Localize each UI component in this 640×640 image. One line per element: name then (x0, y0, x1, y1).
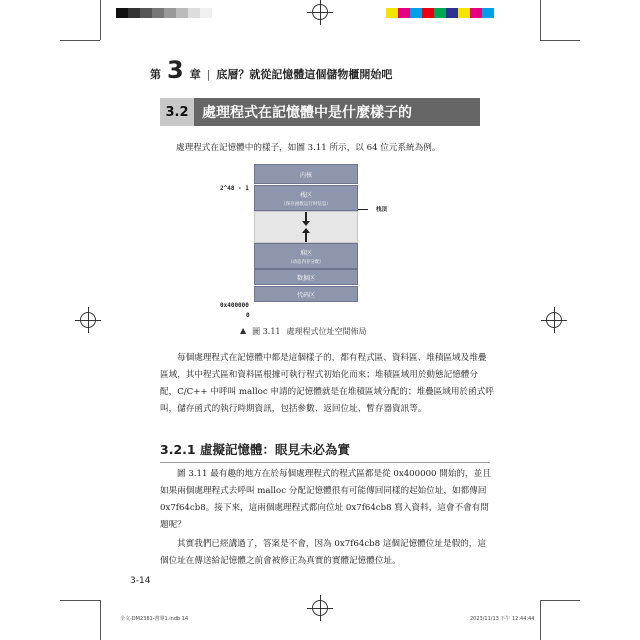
heap-block (254, 243, 358, 269)
color-swatch (140, 8, 152, 18)
kernel-label: 内核 (299, 171, 312, 179)
crop-mark (540, 600, 580, 601)
color-swatch (200, 8, 212, 18)
intro-paragraph: 處理程式在記憶體中的樣子，如圖 3.11 所示，以 64 位元系統為例。 (176, 143, 441, 153)
caption-text: 處理程式位址空間佈局 (286, 327, 367, 336)
cmyk-color-bar (386, 8, 494, 18)
subsection-heading: 3.2.1 虛擬記憶體：眼見未必為實 (160, 440, 490, 463)
crop-mark (100, 600, 101, 640)
chapter-number: 3 (167, 56, 184, 84)
color-swatch (434, 8, 446, 18)
color-swatch (458, 8, 470, 18)
stack-label: 栈区 (299, 191, 312, 199)
registration-mark-bottom (312, 600, 328, 616)
color-swatch (386, 8, 398, 18)
crop-mark (60, 600, 100, 601)
color-swatch (422, 8, 434, 18)
crop-mark (100, 0, 101, 40)
data-block (254, 269, 358, 285)
chapter-prefix: 第 (150, 68, 161, 81)
crop-mark (540, 600, 541, 640)
code-label: 代码区 (296, 291, 315, 299)
color-swatch (482, 8, 494, 18)
section-title: 處理程式在記憶體中是什麼樣子的 (202, 105, 412, 121)
header-separator: | (206, 68, 211, 81)
color-swatch (446, 8, 458, 18)
kernel-block (254, 164, 358, 184)
body-paragraph-1: 每個處理程式在記憶體中都是這個樣子的，都有程式區、資料區、堆積區域及堆疊區域，其中程式區和資料區根據可執行程式初始化而來；堆積區域用於動態記憶體分配，C/C++ 中呼叫 malloc 申請的記憶體就是在堆積區域分配的；堆疊區域用於函式呼叫，儲存函式的執行時期資訊，包括參數、返回位址、暫存器資訊等。 (160, 353, 494, 414)
chapter-header (150, 56, 392, 84)
chapter-suffix: 章 (189, 68, 201, 81)
color-swatch (398, 8, 410, 18)
color-swatch (128, 8, 140, 18)
heap-label: 堆区 (299, 249, 312, 257)
crop-mark (60, 40, 100, 41)
crop-mark (540, 40, 580, 41)
address-base-label: 0x400000 (220, 302, 249, 309)
stack-top-label: 栈顶 (376, 207, 388, 213)
registration-mark-top (312, 4, 328, 20)
page-number: 3-14 (130, 576, 151, 586)
body-paragraph-3: 其實我們已經講過了，答案是不會，因為 0x7f64cb8 這個記憶體位址是假的，這個位址在傳送給記憶體之前會被修正為真實的實體記憶體位址。 (160, 539, 486, 566)
caption-marker-icon: ▲ (240, 326, 247, 335)
address-zero-label: 0 (246, 312, 250, 319)
color-swatch (188, 8, 200, 18)
section-banner (160, 98, 480, 126)
heap-sublabel: （动态内存分配） (288, 259, 324, 265)
stack-growth-arrow (305, 212, 307, 222)
grayscale-color-bar (116, 8, 212, 18)
color-swatch (176, 8, 188, 18)
stack-block (254, 185, 358, 211)
stack-sublabel: （保存函数运行时信息） (281, 201, 331, 207)
color-swatch (410, 8, 422, 18)
footer-file-name: 全文-DM2381-書導1.indb 14 (120, 616, 189, 622)
section-number: 3.2 (160, 98, 194, 126)
caption-label: 圖 3.11 (252, 327, 281, 336)
registration-mark-left (80, 312, 96, 328)
color-swatch (470, 8, 482, 18)
data-label: 数据区 (296, 274, 315, 282)
code-block (254, 286, 358, 302)
footer-timestamp: 2023/11/13 下午 12:44:44 (470, 616, 535, 622)
color-swatch (116, 8, 128, 18)
body-paragraph-2: 圖 3.11 最有趣的地方在於每個處理程式的程式區都是從 0x400000 開始的，並且如果兩個處理程式去呼叫 malloc 分配記憶體很有可能傳回同樣的起始位址，如都傳回 0x7f64cb8。接下來，這兩個處理程式都向位址 0x7f64cb8 寫入資料，這會不會有問題呢？ (160, 469, 491, 530)
color-swatch (164, 8, 176, 18)
address-top-label: 2^48 - 1 (220, 185, 249, 192)
registration-mark-right (546, 312, 562, 328)
heap-growth-arrow (305, 232, 307, 242)
stack-top-pointer (358, 209, 368, 210)
chapter-title: 底層？就從記憶體這個儲物櫃開始吧 (216, 68, 393, 81)
color-swatch (152, 8, 164, 18)
figure-caption (240, 326, 367, 337)
crop-mark (540, 0, 541, 40)
